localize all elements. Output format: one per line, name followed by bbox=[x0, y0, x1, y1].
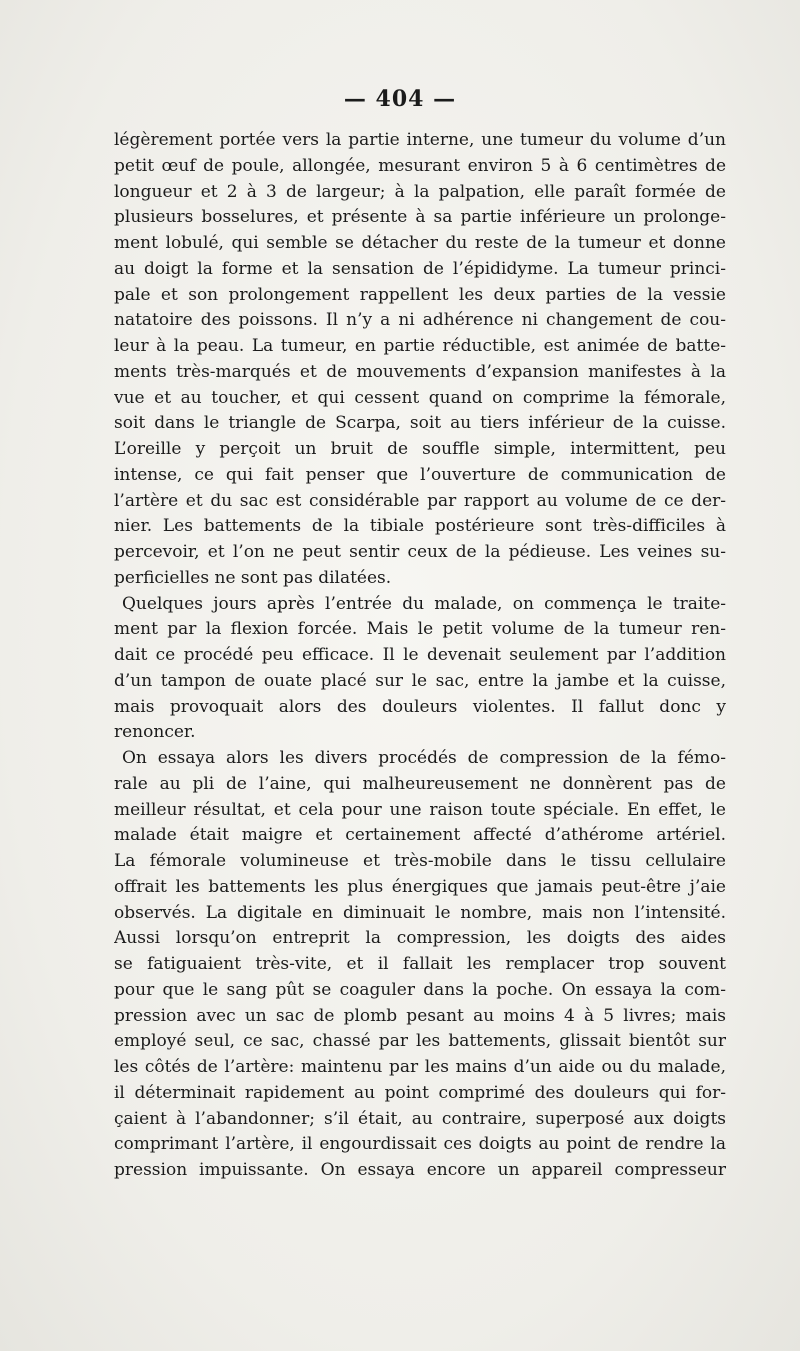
text-line: çaient à l’abandonner; s’il était, au contraire, superposé aux doigts bbox=[114, 1108, 726, 1129]
text-line: pression avec un sac de plomb pesant au moins 4 à 5 livres; mais bbox=[114, 1005, 726, 1026]
text-line: intense, ce qui fait penser que l’ouverture de communication de bbox=[114, 464, 726, 485]
text-line: plusieurs bosselures, et présente à sa partie inférieure un prolonge- bbox=[114, 207, 726, 228]
body-text bbox=[114, 128, 726, 1184]
text-line: vue et au toucher, et qui cessent quand on comprime la fémorale, bbox=[114, 387, 726, 408]
text-line: mais provoquait alors des douleurs violentes. Il fallut donc y bbox=[114, 696, 726, 717]
text-line: soit dans le triangle de Scarpa, soit au tiers inférieur de la cuisse. bbox=[114, 413, 726, 434]
text-line: percevoir, et l’on ne peut sentir ceux de la pédieuse. Les veines su- bbox=[114, 542, 726, 562]
text-line: On essaya alors les divers procédés de compression de la fémo- bbox=[122, 748, 726, 768]
page-number: — 404 — bbox=[343, 86, 457, 112]
text-line: légèrement portée vers la partie interne, une tumeur du volume d’un bbox=[114, 130, 726, 150]
text-line: l’artère et du sac est considérable par rapport au volume de ce der- bbox=[114, 490, 726, 511]
text-line: ment lobulé, qui semble se détacher du reste de la tumeur et donne bbox=[114, 233, 726, 253]
text-line: meilleur résultat, et cela pour une raison toute spéciale. En effet, le bbox=[114, 799, 726, 820]
text-line: Aussi lorsqu’on entreprit la compression, les doigts des aides bbox=[114, 928, 726, 949]
text-line: offrait les battements les plus énergiques que jamais peut-être j’aie bbox=[114, 876, 726, 897]
text-line: employé seul, ce sac, chassé par les battements, glissait bientôt sur bbox=[114, 1031, 726, 1052]
text-line: perficielles ne sont pas dilatées. bbox=[114, 567, 392, 588]
text-line: nier. Les battements de la tibiale postérieure sont très-difficiles à bbox=[114, 516, 726, 537]
text-line: leur à la peau. La tumeur, en partie réductible, est animée de batte- bbox=[114, 336, 726, 356]
text-line: ment par la flexion forcée. Mais le petit volume de la tumeur ren- bbox=[114, 619, 726, 640]
text-line: ments très-marqués et de mouvements d’expansion manifestes à la bbox=[114, 361, 726, 382]
text-line: renoncer. bbox=[114, 722, 196, 743]
text-line: pression impuissante. On essaya encore un appareil compresseur bbox=[114, 1160, 726, 1180]
text-line: pale et son prolongement rappellent les deux parties de la vessie bbox=[114, 284, 726, 305]
text-line: La fémorale volumineuse et très-mobile dans le tissu cellulaire bbox=[114, 851, 726, 871]
text-line: dait ce procédé peu efficace. Il le devenait seulement par l’addition bbox=[114, 645, 726, 665]
text-line: comprimant l’artère, il engourdissait ces doigts au point de rendre la bbox=[114, 1134, 726, 1155]
text-line: observés. La digitale en diminuait le nombre, mais non l’intensité. bbox=[114, 902, 726, 923]
text-line: les côtés de l’artère: maintenu par les mains d’un aide ou du malade, bbox=[114, 1057, 726, 1077]
text-line: se fatiguaient très-vite, et il fallait les remplacer trop souvent bbox=[114, 954, 726, 974]
text-line: longueur et 2 à 3 de largeur; à la palpation, elle paraît formée de bbox=[114, 181, 726, 202]
text-line: Quelques jours après l’entrée du malade, on commença le traite- bbox=[122, 593, 726, 614]
text-line: natatoire des poissons. Il n’y a ni adhérence ni changement de cou- bbox=[114, 310, 726, 331]
text-line: petit œuf de poule, allongée, mesurant environ 5 à 6 centimètres de bbox=[114, 155, 726, 176]
text-line: L’oreille y perçoit un bruit de souffle simple, intermittent, peu bbox=[114, 439, 726, 459]
text-line: au doigt la forme et la sensation de l’épididyme. La tumeur princi- bbox=[114, 258, 726, 279]
text-line: pour que le sang pût se coaguler dans la poche. On essaya la com- bbox=[114, 979, 726, 1000]
text-line: il déterminait rapidement au point comprimé des douleurs qui for- bbox=[114, 1082, 726, 1103]
text-line: malade était maigre et certainement affecté d’athérome artériel. bbox=[114, 825, 726, 846]
text-line: rale au pli de l’aine, qui malheureusement ne donnèrent pas de bbox=[114, 773, 726, 794]
text-line: d’un tampon de ouate placé sur le sac, entre la jambe et la cuisse, bbox=[114, 670, 726, 691]
